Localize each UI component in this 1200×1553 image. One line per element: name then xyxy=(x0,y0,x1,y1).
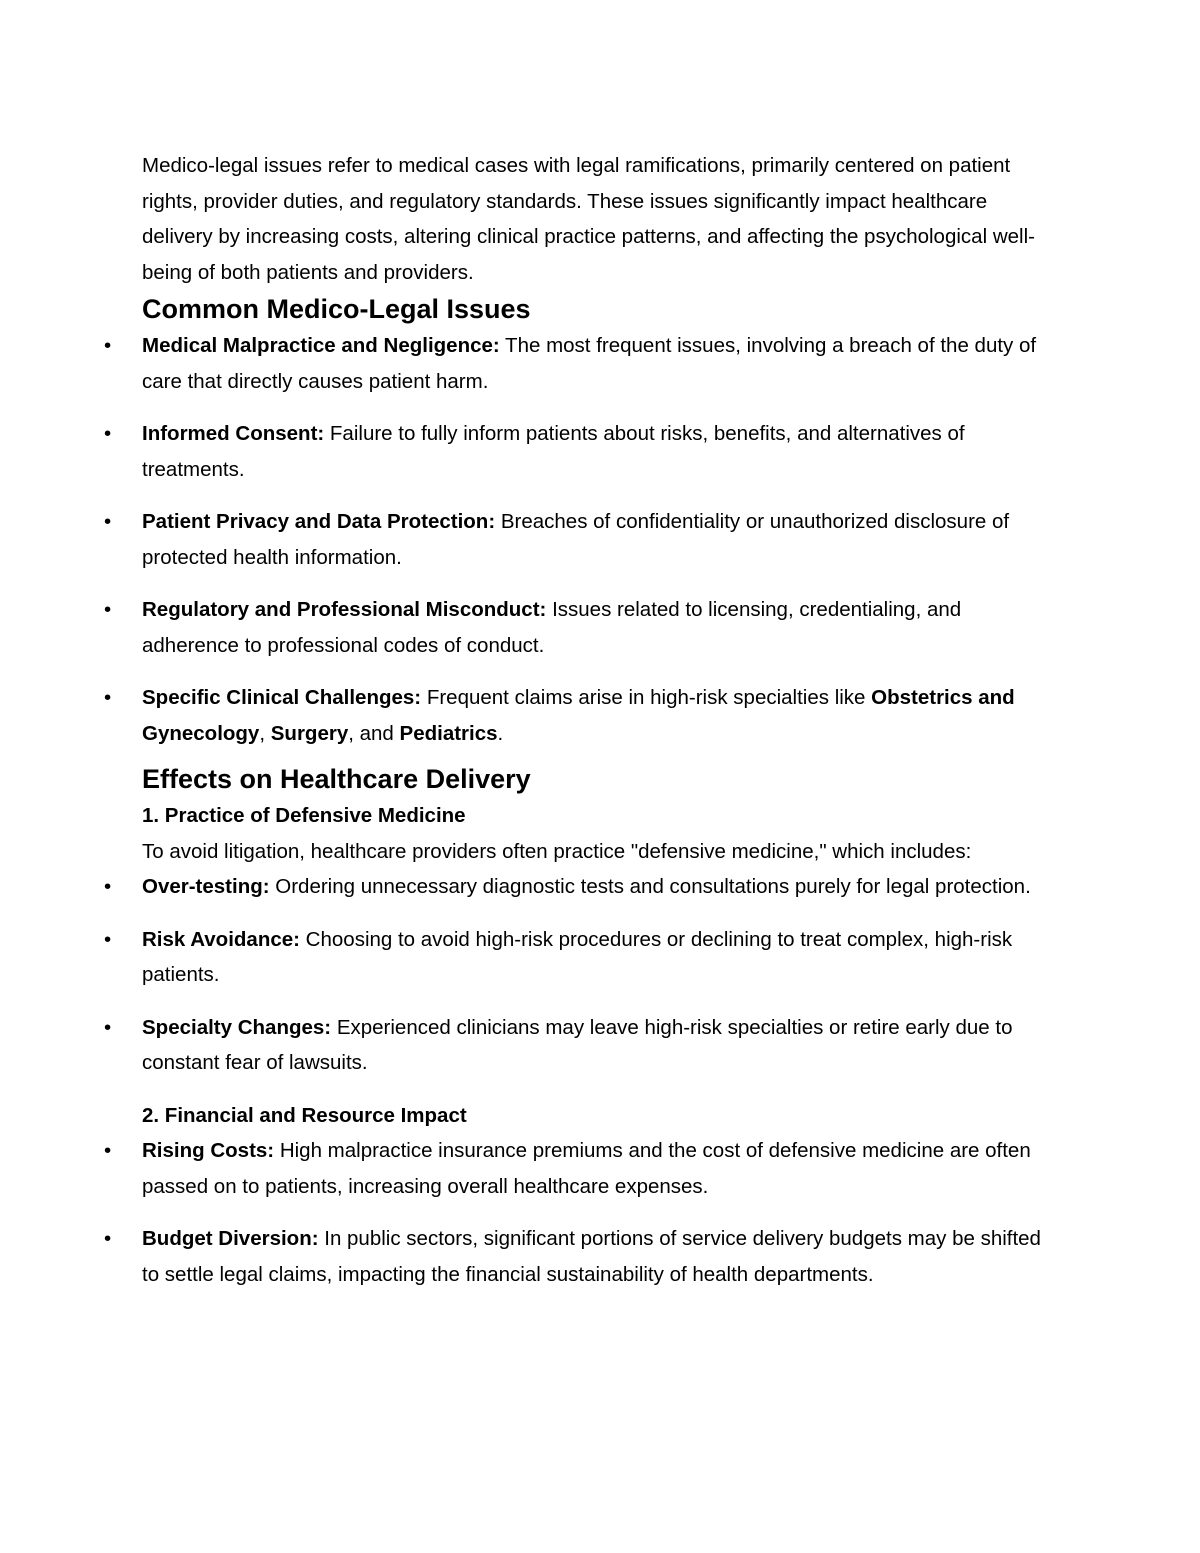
bullet-icon: • xyxy=(104,510,112,533)
item-text: Breaches of confidentiality or unauthorized disclosure of protected health information. xyxy=(142,510,1010,569)
bullet-icon: • xyxy=(104,927,112,951)
item-text: Failure to fully inform patients about risks, benefits, and alternatives of treatments. xyxy=(142,422,965,481)
item-term: Rising Costs: xyxy=(142,1139,275,1162)
item-term: Informed Consent: xyxy=(142,422,325,445)
bullet-icon: • xyxy=(104,1139,112,1162)
bullet-icon: • xyxy=(104,1227,112,1250)
bullet-icon: • xyxy=(104,334,112,357)
bullet-icon: • xyxy=(104,1015,112,1039)
bullet-icon: • xyxy=(104,598,112,621)
item-text: Ordering unnecessary diagnostic tests and consultations purely for legal protection. xyxy=(269,875,1031,898)
document-body xyxy=(104,148,1062,1292)
list-item xyxy=(104,1133,1062,1204)
separator-text: , and xyxy=(348,721,400,745)
separator-text: , xyxy=(259,721,271,745)
common-issues-heading: Common Medico-Legal Issues xyxy=(142,294,531,324)
list-item xyxy=(104,1010,1062,1081)
item-text: Experienced clinicians may leave high-risk specialties or retire early due to constant fear of lawsuits. xyxy=(142,1015,1013,1074)
item-text: Choosing to avoid high-risk procedures or declining to treat complex, high-risk patients. xyxy=(142,927,1013,986)
end-punctuation: . xyxy=(497,721,504,745)
list-item xyxy=(104,592,1062,663)
item-text: Frequent claims arise in high-risk specialties like xyxy=(421,686,872,709)
bullet-icon: • xyxy=(104,875,112,898)
list-item xyxy=(104,869,1062,905)
list-item xyxy=(104,922,1062,993)
list-item xyxy=(104,416,1062,487)
item-term: Specialty Changes: xyxy=(142,1015,332,1039)
item-term: Specific Clinical Challenges: xyxy=(142,686,422,709)
financial-impact-list xyxy=(104,1133,1062,1292)
item-term: Budget Diversion: xyxy=(142,1227,319,1250)
section1-intro: To avoid litigation, healthcare providers often practice "defensive medicine," which includes: xyxy=(142,839,972,863)
bullet-icon: • xyxy=(104,686,112,709)
item-term: Medical Malpractice and Negligence: xyxy=(142,334,500,357)
item-text: In public sectors, significant portions of service delivery budgets may be shifted to settle legal claims, impacting the financial sustainability of health departments. xyxy=(142,1227,1041,1286)
list-item xyxy=(104,680,1062,751)
list-item xyxy=(104,1221,1062,1292)
list-item xyxy=(104,328,1062,399)
item-text: The most frequent issues, involving a breach of the duty of care that directly causes patient harm. xyxy=(142,334,1037,393)
item-term: Over-testing: xyxy=(142,875,270,898)
section2-heading: 2. Financial and Resource Impact xyxy=(142,1103,467,1127)
common-issues-list xyxy=(104,328,1062,751)
item-text: Issues related to licensing, credentialing, and adherence to professional codes of conduct. xyxy=(142,598,962,657)
bullet-icon: • xyxy=(104,422,112,445)
item-term: Risk Avoidance: xyxy=(142,927,300,951)
defensive-medicine-list xyxy=(104,869,1062,1081)
list-item xyxy=(104,504,1062,575)
item-term: Patient Privacy and Data Protection: xyxy=(142,510,496,533)
item-text: High malpractice insurance premiums and the cost of defensive medicine are often passed on to patients, increasing overall healthcare expenses. xyxy=(142,1139,1031,1198)
effects-heading: Effects on Healthcare Delivery xyxy=(142,764,531,794)
specialty-pediatrics: Pediatrics xyxy=(399,721,498,745)
intro-paragraph: Medico-legal issues refer to medical cases with legal ramifications, primarily centered on patient rights, provider duties, and regulatory standards. These issues significantly impact healthcare delivery by increasing costs, altering clinical practice patterns, and affecting the psychological well-being of both patients and providers. xyxy=(142,154,1035,284)
specialty-surgery: Surgery xyxy=(270,721,349,745)
item-term: Regulatory and Professional Misconduct: xyxy=(142,598,547,621)
specialty-obgyn: Obstetrics and Gynecology xyxy=(142,686,1015,745)
section1-heading: 1. Practice of Defensive Medicine xyxy=(142,804,466,827)
